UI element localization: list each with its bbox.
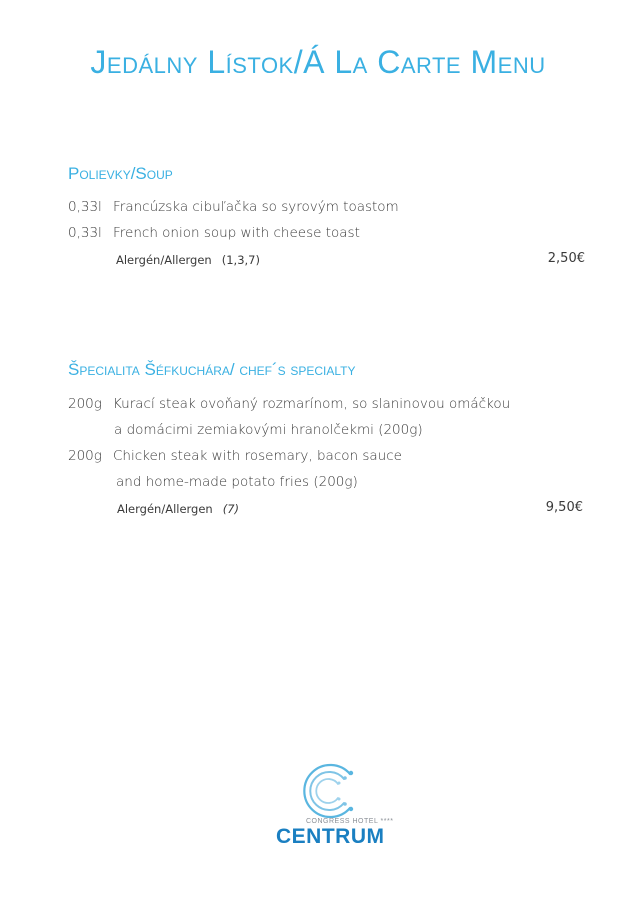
- logo-subtitle: CONGRESS HOTEL ****: [306, 818, 394, 825]
- menu-line: [116, 474, 358, 490]
- menu-line-quantity: 200g: [68, 396, 102, 412]
- menu-line: [68, 225, 360, 241]
- menu-line-text: and home-made potato fries (200g): [116, 474, 358, 490]
- logo-name: CENTRUM: [276, 825, 385, 848]
- menu-line-text: a domácimi zemiakovými hranolčekmi (200g): [114, 422, 423, 438]
- allergen-info: [117, 502, 239, 516]
- menu-line-text: French onion soup with cheese toast: [113, 225, 360, 241]
- menu-line: [114, 422, 423, 438]
- section-title-soup: Polievky/Soup: [68, 164, 173, 183]
- page-title: Jedálny Lístok/Á La Carte Menu: [90, 44, 546, 80]
- menu-line-text: Kurací steak ovoňaný rozmarínom, so slaninovou omáčkou: [113, 396, 511, 412]
- allergen-codes: (1,3,7): [221, 253, 260, 267]
- menu-line-text: Chicken steak with rosemary, bacon sauce: [113, 448, 402, 464]
- menu-line: [68, 448, 402, 464]
- menu-line-quantity: 200g: [68, 448, 102, 464]
- menu-line: [68, 199, 399, 215]
- menu-line-text: Francúzska cibuľačka so syrovým toastom: [113, 199, 399, 215]
- menu-line: [68, 396, 510, 412]
- section-title-chef-specialty: Špecialita Šéfkuchára/ chef´s specialty: [68, 360, 356, 379]
- price: 2,50€: [547, 251, 585, 266]
- centrum-c-logo-icon: [298, 762, 362, 820]
- hotel-logo: [270, 762, 394, 862]
- menu-line-quantity: 0,33l: [68, 199, 102, 215]
- menu-line-quantity: 0,33l: [68, 225, 102, 241]
- allergen-codes: (7): [222, 502, 240, 516]
- allergen-label: Alergén/Allergen: [117, 502, 213, 516]
- price: 9,50€: [545, 500, 583, 515]
- allergen-label: Alergén/Allergen: [116, 253, 212, 267]
- allergen-info: [116, 253, 260, 267]
